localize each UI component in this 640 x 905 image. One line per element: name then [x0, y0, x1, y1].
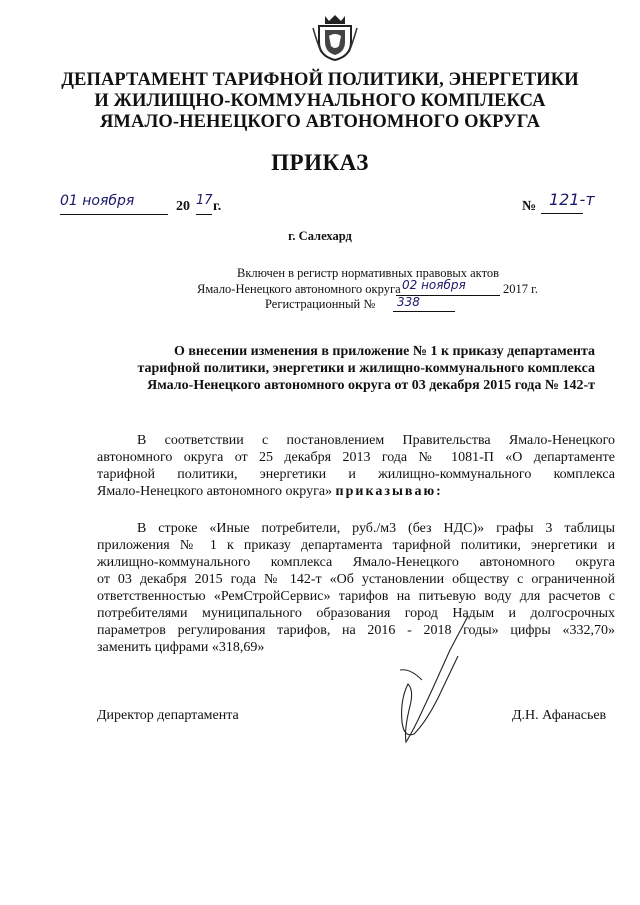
paragraph-1-line-1: В соответствии с постановлением Правительства Ямало-Ненецкого	[137, 433, 615, 448]
year-underline	[196, 214, 212, 215]
department-name-line-1: ДЕПАРТАМЕНТ ТАРИФНОЙ ПОЛИТИКИ, ЭНЕРГЕТИКИ	[61, 70, 579, 90]
order-decree-word: приказываю:	[335, 484, 443, 499]
paragraph-1-line-3: тарифной политики, энергетики и жилищно-коммунального комплекса	[97, 467, 615, 482]
date-underline	[60, 214, 168, 215]
handwritten-signature	[380, 610, 490, 750]
registration-line-1: Включен в регистр нормативных правовых актов	[237, 266, 500, 280]
registration-number-handwritten: 338	[397, 295, 420, 309]
paragraph-1-line-4-text: Ямало-Ненецкого автономного округа»	[97, 484, 333, 499]
subject-line-3: Ямало-Ненецкого автономного округа от 03 декабря 2015 года № 142-т	[147, 378, 595, 393]
number-underline	[541, 213, 583, 214]
paragraph-2-line-8: заменить цифрами «318,69»	[97, 640, 265, 655]
paragraph-2-line-1: В строке «Иные потребители, руб./м3 (без НДС)» графы 3 таблицы	[137, 521, 615, 536]
paragraph-2-line-6: потребителями муниципального образования город Надым и долгосрочных	[97, 606, 615, 621]
director-title: Директор департамента	[97, 708, 239, 723]
department-name-line-3: ЯМАЛО-НЕНЕЦКОГО АВТОНОМНОГО ОКРУГА	[99, 112, 541, 132]
subject-line-2: тарифной политики, энергетики и жилищно-коммунального комплекса	[137, 361, 595, 376]
paragraph-2-line-4: от 03 декабря 2015 года № 142-т «Об установлении обществу с ограниченной	[97, 572, 615, 587]
document-title: ПРИКАЗ	[271, 150, 369, 175]
order-year-handwritten: 17	[196, 193, 213, 208]
city: г. Салехард	[288, 229, 352, 243]
order-year-prefix: 20	[176, 199, 190, 214]
registration-line-2-suffix: 2017 г.	[503, 282, 538, 296]
paragraph-2-line-7: параметров регулирования тарифов, на 2016 - 2018 годы» цифры «332,70»	[97, 623, 615, 638]
paragraph-1-line-2: автономного округа от 25 декабря 2013 года № 1081-П «О департаменте	[97, 450, 615, 465]
registration-line-3-prefix: Регистрационный №	[265, 297, 376, 311]
paragraph-2-line-2: приложения № 1 к приказу департамента тарифной политики, энергетики и	[97, 538, 615, 553]
registration-date-handwritten: 02 ноября	[402, 278, 466, 292]
paragraph-2-line-5: ответственностью «РемСтройСервис» тарифов на питьевую воду для расчетов с	[97, 589, 615, 604]
order-date-handwritten: 01 ноября	[60, 193, 135, 209]
registration-number-underline	[393, 311, 455, 312]
paragraph-2-line-3: жилищно-коммунального комплекса Ямало-Ненецкого автономного округа	[97, 555, 615, 570]
paragraph-1-line-4	[97, 483, 615, 500]
department-name-line-2: И ЖИЛИЩНО-КОММУНАЛЬНОГО КОМПЛЕКСА	[94, 91, 546, 111]
order-year-suffix: г.	[213, 199, 222, 214]
coat-of-arms-icon	[311, 12, 359, 62]
order-number-sign: №	[522, 199, 537, 214]
director-name: Д.Н. Афанасьев	[512, 708, 607, 723]
subject-line-1: О внесении изменения в приложение № 1 к приказу департамента	[173, 344, 595, 359]
registration-line-2-prefix: Ямало-Ненецкого автономного округа	[197, 282, 401, 296]
order-number-handwritten: 121-т	[549, 190, 595, 209]
